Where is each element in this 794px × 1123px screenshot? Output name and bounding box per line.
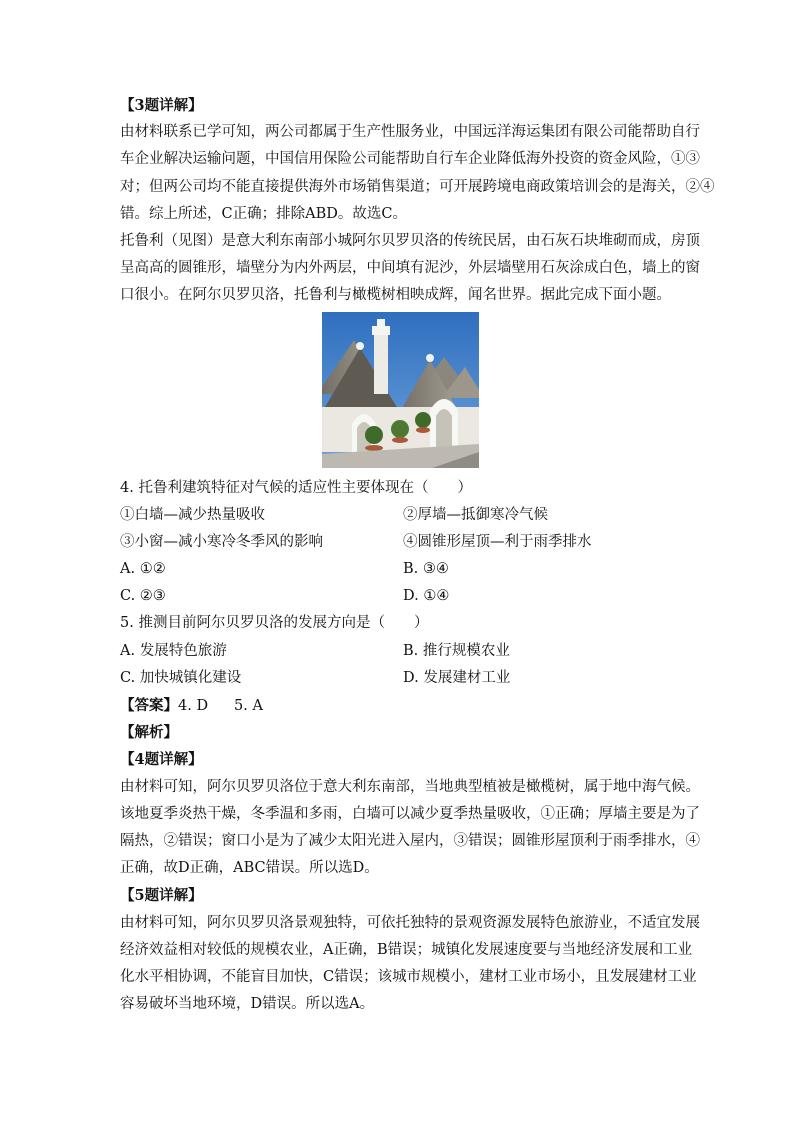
q4-options-row [120, 556, 680, 583]
q5-options-row [120, 665, 680, 692]
q4-statement: ④圆锥形屋顶—利于雨季排水 [403, 533, 592, 550]
q4-stem: 4. 托鲁利建筑特征对气候的适应性主要体现在（ ） [120, 479, 472, 496]
q4-statement: ①白墙—减少热量吸收 [120, 506, 265, 523]
q3-detail-line: 车企业解决运输问题，中国信用保险公司能帮助自行车企业降低海外投资的资金风险，①③ [120, 151, 700, 168]
q5-detail-line: 经济效益相对较低的规模农业，A正确，B错误；城镇化发展速度要与当地经济发展和工业 [120, 941, 693, 958]
q3-detail-line: 错。综上所述，C正确；排除ABD。故选C。 [120, 205, 407, 222]
q4-statements-row [120, 502, 680, 529]
content [120, 92, 715, 1018]
figure-container [120, 310, 680, 475]
answer-label: 【答案】 [120, 697, 178, 714]
answer-line [120, 692, 680, 719]
q5-detail-line: 由材料可知，阿尔贝罗贝洛景观独特，可依托独特的景观资源发展特色旅游业，不适宜发展 [120, 914, 700, 931]
q5-option-a: A. 发展特色旅游 [120, 642, 227, 659]
q5-detail-heading: 【5题详解】 [120, 887, 203, 905]
q5-stem: 5. 推测目前阿尔贝罗贝洛的发展方向是（ ） [120, 615, 429, 632]
trulli-photo [322, 312, 479, 468]
q4-detail-heading: 【4题详解】 [120, 751, 203, 769]
q4-statement: ③小窗—减小寒冷冬季风的影响 [120, 533, 323, 550]
q5-detail-line: 容易破坏当地环境，D错误。所以选A。 [120, 996, 375, 1013]
q5-option-b: B. 推行规模农业 [403, 642, 510, 659]
q4-statements-row [120, 529, 680, 556]
material-line: 口很小。在阿尔贝罗贝洛，托鲁利与橄榄树相映成辉，闻名世界。据此完成下面小题。 [120, 287, 671, 304]
q3-detail-heading: 【3题详解】 [120, 97, 203, 114]
q4-detail-line: 由材料可知，阿尔贝罗贝洛位于意大利东南部，当地典型植被是橄榄树，属于地中海气候。 [120, 778, 700, 795]
q4-detail-line: 正确，故D正确，ABC错误。所以选D。 [120, 860, 379, 877]
material-line: 托鲁利（见图）是意大利东南部小城阿尔贝罗贝洛的传统民居，由石灰石块堆砌而成，房顶 [120, 232, 700, 249]
answer-4: 4. D [178, 698, 209, 714]
q5-options-row [120, 638, 680, 665]
q3-detail-line: 对；但两公司均不能直接提供海外市场销售渠道；可开展跨境电商政策培训会的是海关，②④ [120, 178, 715, 195]
q5-option-d: D. 发展建材工业 [403, 669, 511, 686]
q4-detail-line: 隔热，②错误；窗口小是为了减少太阳光进入屋内，③错误；圆锥形屋顶利于雨季排水，④ [120, 832, 700, 849]
q5-detail-line: 化水平相协调，不能盲目加快，C错误；该城市规模小，建材工业市场小，且发展建材工业 [120, 968, 697, 985]
q4-options-row [120, 583, 680, 610]
q4-option-d: D. ①④ [403, 588, 450, 605]
q4-option-b: B. ③④ [403, 561, 449, 578]
q4-detail-line: 该地夏季炎热干燥，冬季温和多雨，白墙可以减少夏季热量吸收，①正确；厚墙主要是为了 [120, 805, 700, 822]
analysis-heading: 【解析】 [120, 724, 178, 742]
material-line: 呈高高的圆锥形，墙壁分为内外两层，中间填有泥沙，外层墙壁用石灰涂成白色，墙上的窗 [120, 260, 700, 277]
q4-option-a: A. ①② [120, 561, 166, 578]
answer-5: 5. A [234, 698, 263, 714]
q3-detail-line: 由材料联系已学可知，两公司都属于生产性服务业，中国远洋海运集团有限公司能帮助自行 [120, 124, 700, 141]
q5-option-c: C. 加快城镇化建设 [120, 669, 242, 686]
q4-statement: ②厚墙—抵御寒冷气候 [403, 506, 548, 523]
q4-option-c: C. ②③ [120, 588, 166, 605]
